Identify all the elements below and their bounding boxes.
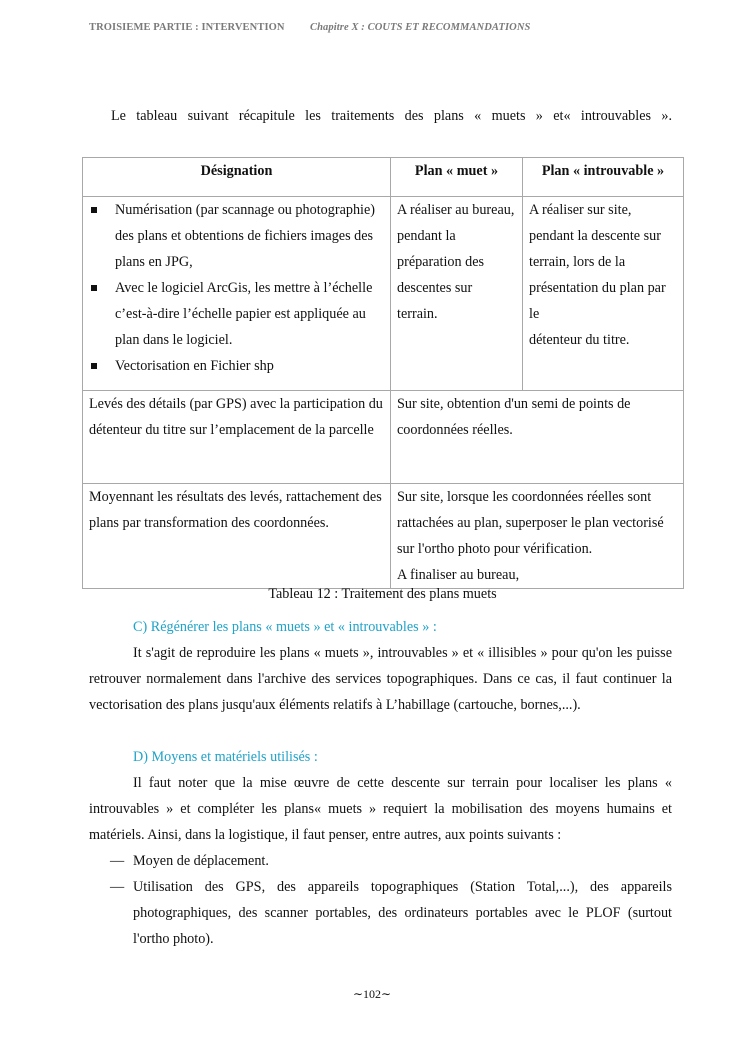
merged-text-2: A finaliser au bureau,: [397, 567, 520, 583]
section-d-title: D) Moyens et matériels utilisés :: [133, 749, 318, 765]
header-plan-introuvable: Plan « introuvable »: [523, 158, 684, 197]
table-row: [83, 484, 684, 589]
section-d-paragraph: Il faut noter que la mise œuvre de cette descente sur terrain pour localiser les plans « introuvables » et compléter les plans« muets » requiert la mobilisation des moyens humains et matériels. Ainsi, dans la logistique, il faut penser, entre autres, aux points suivants :: [89, 775, 672, 843]
introuvable-cell: [523, 197, 684, 391]
table-header-row: [83, 158, 684, 197]
designation-cell: [83, 197, 391, 391]
list-item-text: Utilisation des GPS, des appareils topographiques (Station Total,...), des appareils photographiques, des scanner portables, des ordinateurs portables avec le PLOF (surtout l'ortho photo).: [133, 879, 672, 947]
dash-bullet: —: [110, 853, 125, 869]
section-c-title: C) Régénérer les plans « muets » et « introuvables » :: [133, 619, 437, 635]
list-item: Vectorisation en Fichier shp: [89, 353, 384, 379]
merged-cell: [391, 484, 684, 589]
treatment-table: [82, 157, 684, 589]
merged-text: Sur site, lorsque les coordonnées réelles sont rattachées au plan, superposer le plan vectorisé sur l'ortho photo pour vérification.: [397, 489, 664, 557]
header-chapter: Chapitre X : COUTS ET RECOMMANDATIONS: [310, 22, 531, 33]
dash-bullet: —: [110, 879, 125, 895]
designation-cell: Moyennant les résultats des levés, rattachement des plans par transformation des coordonnées.: [83, 484, 391, 589]
list-item: [89, 848, 672, 874]
section-c-paragraph: It s'agit de reproduire les plans « muets », introuvables » et « illisibles » pour qu'on les puisse retrouver normalement dans l'archive des services topographiques. Dans ce cas, il faut continuer la vectorisation des plans jusqu'aux éléments relatifs à L’habillage (cartouche, bornes,...).: [89, 645, 672, 713]
list-item-text: Moyen de déplacement.: [133, 853, 269, 869]
intro-paragraph: Le tableau suivant récapitule les traitements des plans « muets » et« introuvables ».: [111, 108, 672, 124]
header-part: TROISIEME PARTIE : INTERVENTION: [89, 22, 285, 33]
table-row: [83, 197, 684, 391]
muet-cell: A réaliser au bureau, pendant la préparation des descentes sur terrain.: [391, 197, 523, 391]
page-number: ∼102∼: [352, 987, 392, 1001]
table-row: [83, 391, 684, 484]
merged-cell: Sur site, obtention d'un semi de points de coordonnées réelles.: [391, 391, 684, 484]
list-item: Avec le logiciel ArcGis, les mettre à l’échelle c’est-à-dire l’échelle papier est appliquée au plan dans le logiciel.: [89, 275, 384, 353]
header-designation: Désignation: [83, 158, 391, 197]
introuvable-text-2: détenteur du titre.: [529, 332, 630, 348]
introuvable-text: A réaliser sur site, pendant la descente sur terrain, lors de la présentation du plan par le: [529, 202, 666, 322]
bullet-list: [89, 197, 384, 379]
list-item: [89, 874, 672, 952]
list-item: Numérisation (par scannage ou photographie) des plans et obtentions de fichiers images des plans en JPG,: [89, 197, 384, 275]
header-plan-muet: Plan « muet »: [391, 158, 523, 197]
resources-list: [89, 848, 672, 952]
table-caption: Tableau 12 : Traitement des plans muets: [268, 586, 497, 602]
designation-cell: Levés des détails (par GPS) avec la participation du détenteur du titre sur l’emplacement de la parcelle: [83, 391, 391, 484]
